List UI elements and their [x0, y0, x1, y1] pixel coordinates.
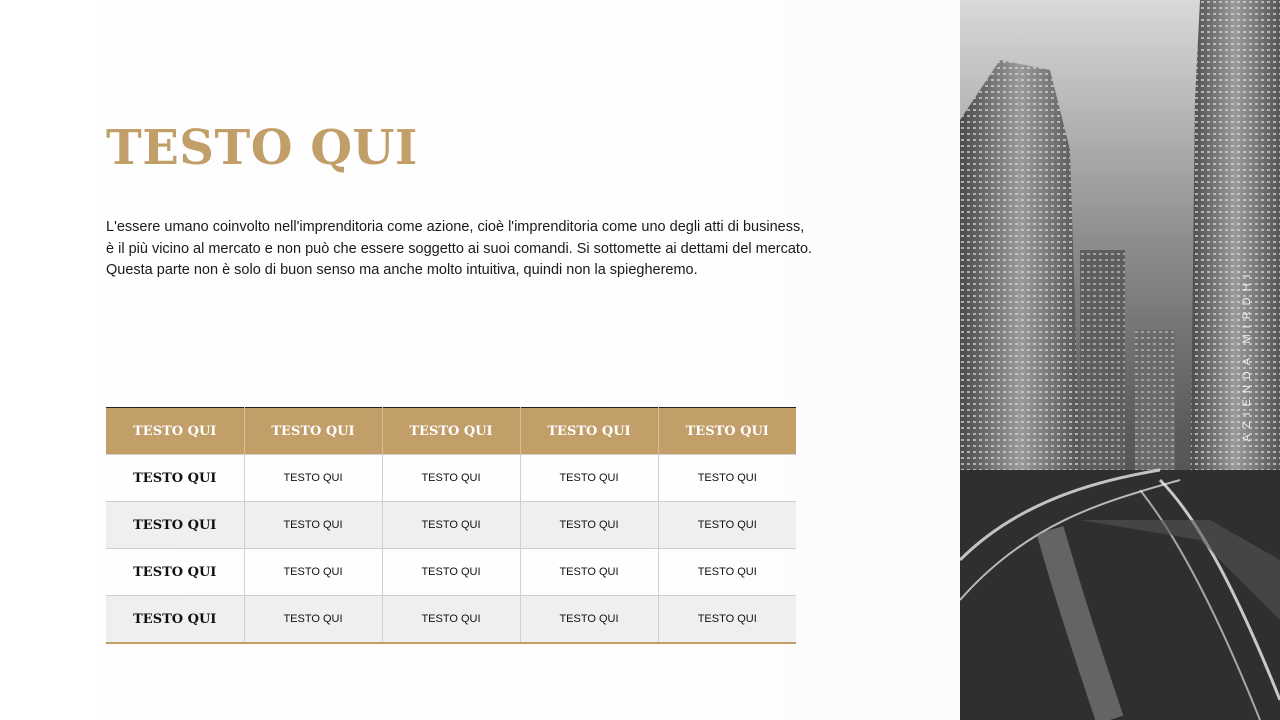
table-header-cell: TESTO QUI	[520, 408, 658, 455]
table-row	[106, 502, 796, 549]
table-row-label: TESTO QUI	[106, 455, 244, 502]
table-row-label: TESTO QUI	[106, 502, 244, 549]
table-cell: TESTO QUI	[244, 549, 382, 596]
table-cell: TESTO QUI	[382, 549, 520, 596]
table-row	[106, 549, 796, 596]
table-cell: TESTO QUI	[658, 502, 796, 549]
table-row	[106, 455, 796, 502]
body-paragraph: L'essere umano coinvolto nell'imprenditoria come azione, cioè l'imprenditoria come uno degli atti di business, è il più vicino al mercato e non può che essere soggetto ai suoi comandi. Si sottomette ai dettami del mercato. Questa parte non è solo di buon senso ma anche molto intuitiva, quindi non la spiegheremo.	[106, 219, 813, 278]
table-cell: TESTO QUI	[658, 549, 796, 596]
table-cell: TESTO QUI	[382, 596, 520, 644]
table-row-label: TESTO QUI	[106, 549, 244, 596]
table-header-cell: TESTO QUI	[658, 408, 796, 455]
table-cell: TESTO QUI	[658, 455, 796, 502]
table-row	[106, 596, 796, 644]
vertical-label: AZIENDA MIRDHI	[1241, 268, 1253, 442]
city-skyline-photo	[960, 0, 1280, 720]
table-cell: TESTO QUI	[520, 455, 658, 502]
table-cell: TESTO QUI	[520, 596, 658, 644]
table-cell: TESTO QUI	[520, 502, 658, 549]
slide-title: TESTO QUI	[106, 120, 418, 176]
table-cell: TESTO QUI	[382, 455, 520, 502]
table-header-row	[106, 408, 796, 455]
data-table	[106, 407, 796, 644]
table-cell: TESTO QUI	[658, 596, 796, 644]
table-row-label: TESTO QUI	[106, 596, 244, 644]
table-header-cell: TESTO QUI	[382, 408, 520, 455]
table-cell: TESTO QUI	[244, 455, 382, 502]
table-header-cell: TESTO QUI	[244, 408, 382, 455]
table-cell: TESTO QUI	[244, 502, 382, 549]
table-header-cell: TESTO QUI	[106, 408, 244, 455]
table-cell: TESTO QUI	[382, 502, 520, 549]
table-cell: TESTO QUI	[520, 549, 658, 596]
table-cell: TESTO QUI	[244, 596, 382, 644]
